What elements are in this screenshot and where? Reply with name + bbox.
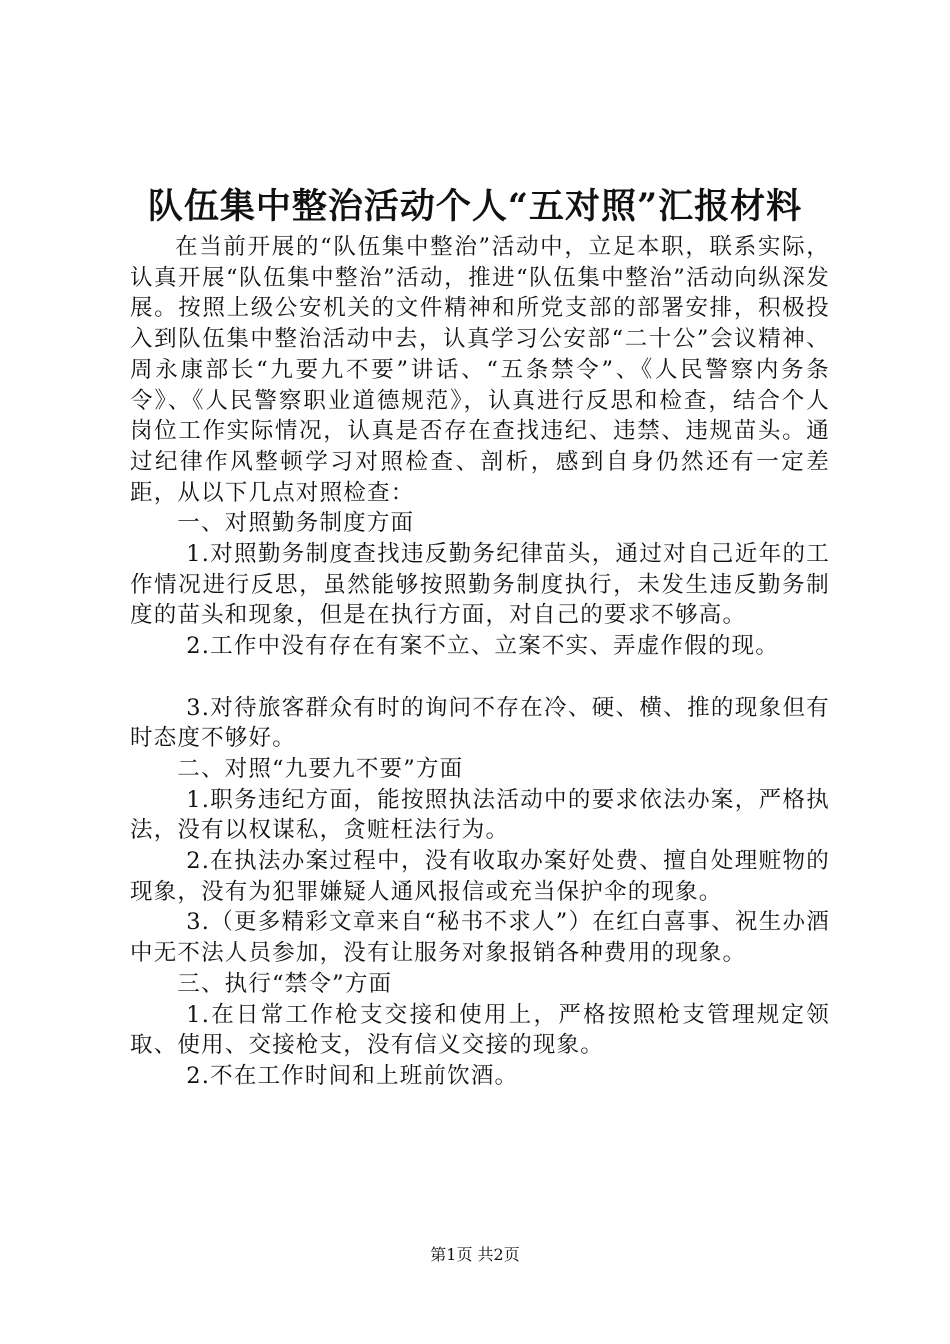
document-title: 队伍集中整治活动个人“五对照”汇报材料 [147, 186, 803, 227]
section-1-item-3: 3.对待旅客群众有时的询问不存在冷、硬、横、推的现象但有时态度不够好。 [130, 694, 830, 752]
section-3-item-1: 1.在日常工作枪支交接和使用上，严格按照枪支管理规定领取、使用、交接枪支，没有信义交接的现象。 [130, 1001, 830, 1059]
section-1-item-2: 2.工作中没有存在有案不立、立案不实、弄虚作假的现。 [186, 633, 779, 660]
section-1-item-1: 1.对照勤务制度查找违反勤务纪律苗头，通过对自己近年的工作情况进行反思，虽然能够按照勤务制度执行，未发生违反勤务制度的苗头和现象，但是在执行方面，对自己的要求不够高。 [130, 541, 830, 629]
intro-paragraph: 在当前开展的“队伍集中整治”活动中，立足本职，联系实际，认真开展“队伍集中整治”活动，推进“队伍集中整治”活动向纵深发展。按照上级公安机关的文件精神和所党支部的部署安排，积极投入到队伍集中整治活动中去，认真学习公安部“二十公”会议精神、周永康部长“九要九不要”讲话、“五条禁令”、《人民警察内务条令》、《人民警察职业道德规范》，认真进行反思和检查，结合个人岗位工作实际情况，认真是否存在查找违纪、违禁、违规苗头。通过纪律作风整顿学习对照检查、剖析，感到自身仍然还有一定差距，从以下几点对照检查： [130, 234, 830, 506]
document-body [130, 232, 830, 1092]
section-2-item-2: 2.在执法办案过程中，没有收取办案好处费、擅自处理赃物的现象，没有为犯罪嫌疑人通风报信或充当保护伞的现象。 [130, 848, 830, 905]
section-heading-2: 二、对照“九要九不要”方面 [177, 755, 464, 782]
section-2-item-1: 1.职务违纪方面，能按照执法活动中的要求依法办案，严格执法，没有以权谋私，贪赃枉法行为。 [130, 786, 830, 844]
section-heading-3: 三、执行“禁令”方面 [177, 970, 393, 997]
page-number-footer: 第1页 共2页 [430, 1245, 520, 1264]
section-heading-1: 一、对照勤务制度方面 [177, 510, 415, 537]
section-2-item-3: 3.（更多精彩文章来自“秘书不求人”）在红白喜事、祝生办酒中无不法人员参加，没有让服务对象报销各种费用的现象。 [130, 909, 830, 967]
section-3-item-2: 2.不在工作时间和上班前饮酒。 [186, 1062, 519, 1089]
